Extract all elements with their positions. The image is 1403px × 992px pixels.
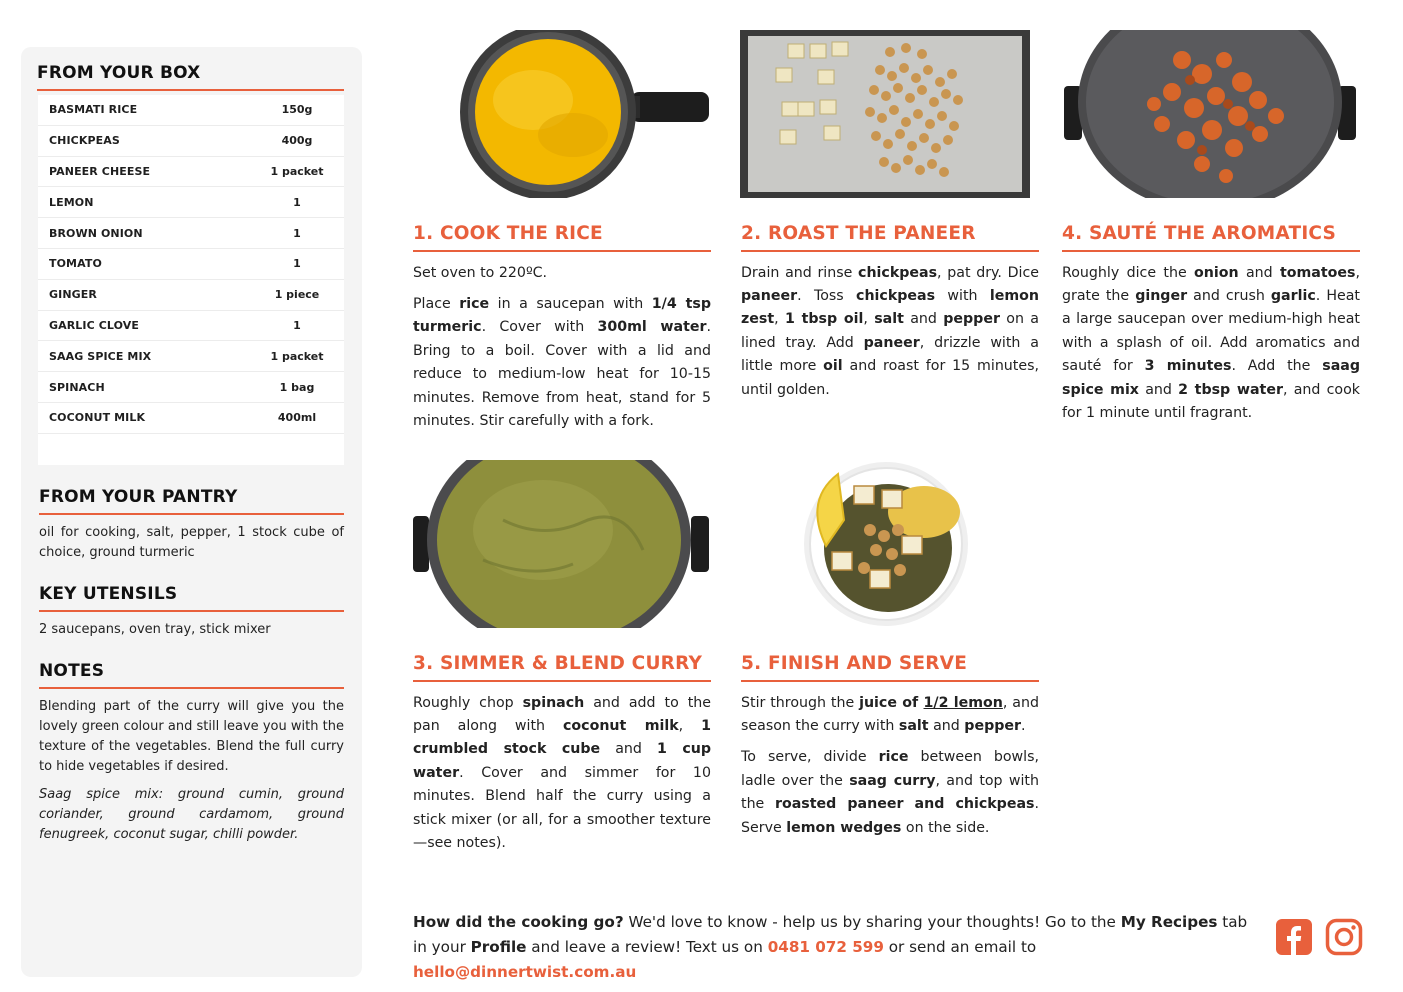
ingredient-qty: 1 packet [270, 349, 324, 363]
spice-mix-note: Saag spice mix: ground cumin, ground coriander, ground cardamom, ground fenugreek, coconut sugar, chilli powder. [39, 787, 344, 842]
ingredient-qty: 1 [293, 226, 301, 240]
step-2-roast-paneer [741, 223, 1039, 402]
ingredients-table [38, 95, 344, 465]
step-5-finish-serve [741, 653, 1039, 840]
rice-pot-photo [413, 30, 711, 198]
ingredient-name: SAAG SPICE MIX [49, 349, 152, 363]
notes-heading: NOTES [39, 661, 105, 681]
notes-text: Blending part of the curry will give you the lovely green colour and still leave you with the texture of the vegetables. Blend the full curry to hide vegetables if desired. [39, 699, 344, 774]
utensils-text: 2 saucepans, oven tray, stick mixer [39, 622, 271, 637]
profile-link[interactable]: Profile [470, 938, 527, 956]
feedback-question: How did the cooking go? [413, 913, 624, 931]
phone-link[interactable]: 0481 072 599 [767, 938, 884, 956]
ingredient-qty: 400ml [277, 411, 317, 425]
from-your-pantry-section [39, 487, 344, 563]
step-1-cook-rice [413, 223, 711, 433]
heading-divider [39, 610, 344, 612]
ingredient-name: COCONUT MILK [49, 411, 146, 425]
step-5-text-2: To serve, divide rice between bowls, ladle over the saag curry, and top with the roasted paneer and chickpeas. Serve lemon wedges on the side. [741, 749, 1039, 836]
step-2-text: Drain and rinse chickpeas, pat dry. Dice paneer. Toss chickpeas with lemon zest, 1 tbsp oil, salt and pepper on a lined tray. Add paneer, drizzle with a little more oil and roast for 15 minutes, until golden. [741, 264, 1039, 398]
pantry-text: oil for cooking, salt, pepper, 1 stock cube of choice, ground turmeric [39, 525, 344, 560]
ingredient-name: CHICKPEAS [49, 134, 120, 148]
ingredient-name: SPINACH [49, 380, 105, 394]
step-divider [1062, 250, 1360, 252]
ingredient-qty: 1 [293, 318, 301, 332]
ingredient-row [38, 372, 344, 403]
ingredient-name: GARLIC CLOVE [49, 318, 139, 332]
step-4-saute-aromatics [1062, 223, 1360, 425]
from-your-box-heading: FROM YOUR BOX [37, 63, 201, 83]
ingredient-qty: 1 packet [270, 164, 324, 178]
step-1-text-1: Set oven to 220ºC. [413, 264, 548, 281]
step-4-text: Roughly dice the onion and tomatoes, grate the ginger and crush garlic. Heat a large saucepan over medium-high heat with a splash of oil. Add aromatics and sauté for 3 minutes. Add the saag spice mix and 2 tbsp water, and cook for 1 minute until fragrant. [1062, 264, 1361, 421]
key-utensils-heading: KEY UTENSILS [39, 584, 178, 604]
ingredient-name: PANEER CHEESE [49, 164, 151, 178]
ingredient-row [38, 95, 344, 126]
heading-divider [39, 513, 344, 515]
feedback-footer: How did the cooking go? We'd love to know - help us by sharing your thoughts! Go to the My Recipes tab in your Profile and leave a review! Text us on 0481 072 599 or send an email to hello@dinnertwist.com.au [413, 913, 1248, 981]
ingredient-row [38, 403, 344, 434]
step-2-title: 2. ROAST THE PANEER [741, 223, 976, 244]
curry-pot-photo [413, 460, 711, 628]
step-5-text-1: Stir through the juice of 1/2 lemon, and season the curry with salt and pepper. [741, 694, 1039, 734]
sidebar-panel [21, 47, 362, 977]
step-1-text-2: Place rice in a saucepan with 1/4 tsp turmeric. Cover with 300ml water. Bring to a boil. Cover with a lid and reduce to medium-low heat for 10-15 minutes. Remove from heat, stand for 5 minutes. Stir carefully with a fork. [413, 295, 712, 429]
ingredient-name: LEMON [49, 195, 94, 209]
facebook-icon[interactable] [1275, 918, 1313, 956]
step-1-title: 1. COOK THE RICE [413, 223, 603, 244]
heading-divider [37, 89, 344, 91]
ingredient-row [38, 280, 344, 311]
ingredient-qty: 1 piece [274, 288, 320, 302]
ingredient-qty: 150g [281, 103, 313, 117]
step-divider [413, 680, 711, 682]
key-utensils-section [39, 584, 344, 640]
step-divider [413, 250, 711, 252]
step-divider [741, 250, 1039, 252]
ingredient-row [38, 126, 344, 157]
ingredient-qty: 400g [281, 134, 313, 148]
from-your-pantry-heading: FROM YOUR PANTRY [39, 487, 238, 507]
ingredient-name: TOMATO [49, 257, 102, 271]
heading-divider [39, 687, 344, 689]
step-3-text: Roughly chop spinach and add to the pan along with coconut milk, 1 crumbled stock cube and 1 cup water. Cover and simmer for 10 minutes. Blend half the curry using a stick mixer (or all, for a smoother texture—see notes). [413, 694, 712, 851]
ingredient-row [38, 218, 344, 249]
ingredient-row [38, 341, 344, 372]
ingredient-row [38, 157, 344, 188]
ingredient-name: BASMATI RICE [49, 103, 138, 117]
instagram-icon[interactable] [1325, 918, 1363, 956]
step-4-title: 4. SAUTÉ THE AROMATICS [1062, 223, 1337, 244]
ingredient-row [38, 249, 344, 280]
ingredient-name: GINGER [49, 288, 97, 302]
my-recipes-link[interactable]: My Recipes [1120, 913, 1218, 931]
from-your-box-section [37, 63, 344, 91]
step-divider [741, 680, 1039, 682]
ingredient-row [38, 187, 344, 218]
step-3-title: 3. SIMMER & BLEND CURRY [413, 653, 703, 674]
ingredient-name: BROWN ONION [49, 226, 143, 240]
ingredient-qty: 1 bag [279, 380, 315, 394]
ingredient-row [38, 311, 344, 342]
ingredient-qty: 1 [293, 195, 301, 209]
step-5-title: 5. FINISH AND SERVE [741, 653, 968, 674]
email-link[interactable]: hello@dinnertwist.com.au [413, 963, 637, 981]
serving-bowl-photo [800, 460, 972, 628]
notes-section [39, 661, 344, 845]
ingredient-qty: 1 [293, 257, 301, 271]
step-3-simmer-blend [413, 653, 711, 855]
aromatics-pot-photo [1062, 30, 1358, 198]
paneer-tray-photo [740, 30, 1030, 198]
